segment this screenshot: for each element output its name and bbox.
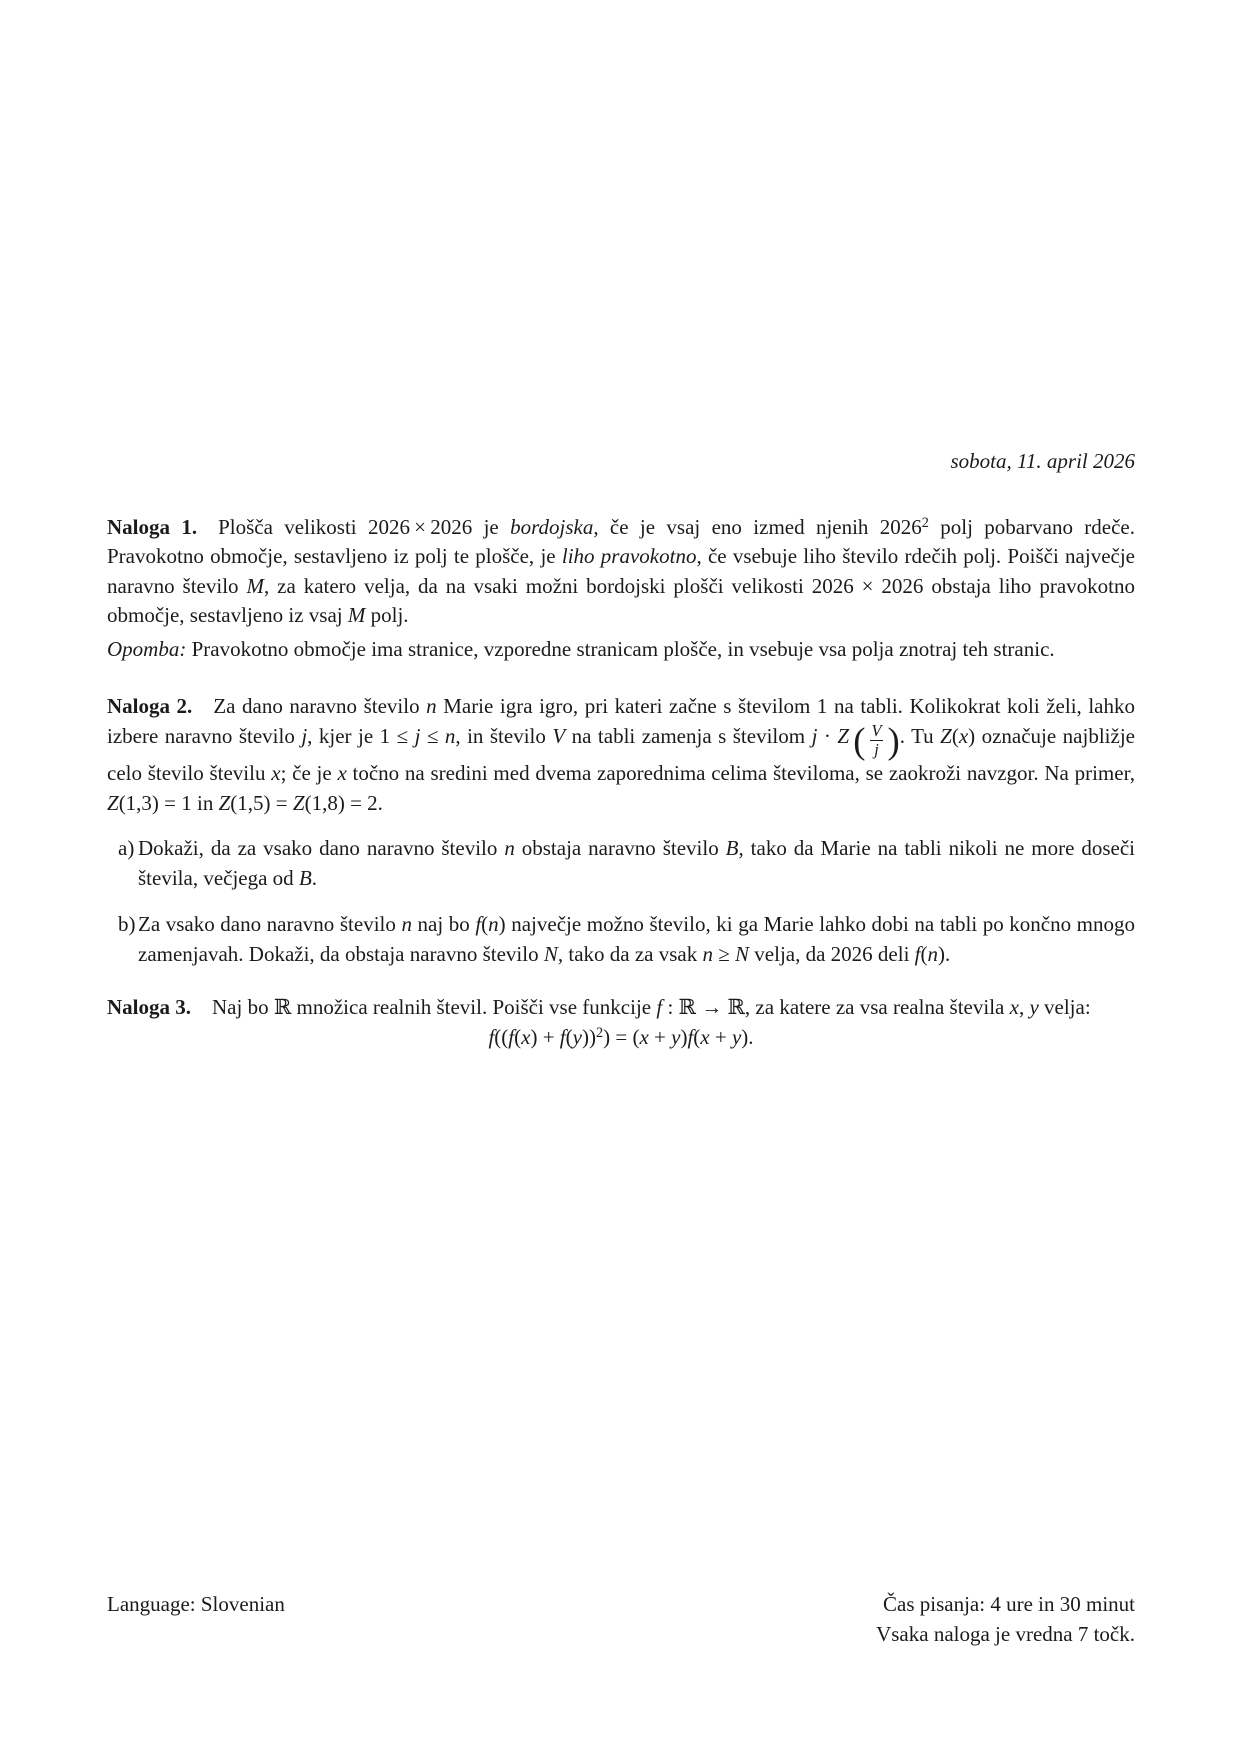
text-segment: , tako da za vsak <box>557 941 703 966</box>
text-segment: y <box>731 1024 742 1049</box>
text-segment: N <box>735 941 750 966</box>
text-segment: ( <box>951 723 959 748</box>
text-segment: . Tu <box>899 723 941 748</box>
text-segment: n <box>504 836 515 861</box>
text-segment: ≥ <box>713 941 736 966</box>
text-segment: f <box>687 1024 694 1049</box>
text-segment: + <box>709 1024 732 1049</box>
text-segment: velja, da 2026 deli <box>749 941 915 966</box>
problem-2-items <box>107 834 1135 969</box>
text-segment: ; če je <box>280 761 338 786</box>
text-segment: ) <box>680 1024 688 1049</box>
text-segment: B <box>725 836 739 861</box>
text-segment: Z <box>837 723 850 748</box>
text-segment: x <box>337 761 347 786</box>
text-segment: ( <box>920 941 928 966</box>
text-segment: Dokaži, da za vsako dano naravno število <box>138 836 505 861</box>
text-segment: ). <box>741 1024 754 1049</box>
text-segment: j <box>301 723 308 748</box>
problem-2-paragraph <box>107 692 1135 818</box>
display-formula <box>107 1023 1135 1053</box>
problem-1-note <box>107 635 1135 665</box>
footer-right <box>876 1590 1135 1649</box>
text-segment: . <box>311 865 318 890</box>
text-segment: , kjer je 1 ≤ <box>307 723 415 748</box>
text-segment: n <box>444 723 456 748</box>
text-segment: Za vsako dano naravno število <box>138 912 402 937</box>
text-segment: ) označuje najbližje celo število številu <box>107 723 1135 786</box>
points-note: Vsaka naloga je vredna 7 točk. <box>876 1621 1135 1646</box>
date-line: sobota, 11. april 2026 <box>950 449 1135 473</box>
text-segment: bordojska <box>510 514 594 539</box>
text-segment: Naj bo ℝ množica realnih števil. Poišči vse funkcije <box>191 995 657 1020</box>
language-note: Language: Slovenian <box>107 1592 285 1616</box>
text-segment: n <box>401 912 412 937</box>
text-segment: Naloga 3. <box>107 995 191 1020</box>
text-segment: polj. <box>365 603 409 627</box>
text-segment: velja: <box>1038 995 1091 1020</box>
problem-3-paragraph <box>107 993 1135 1023</box>
text-segment: N <box>543 941 558 966</box>
text-segment: Naloga 1. <box>107 514 198 539</box>
text-segment: j <box>414 723 421 748</box>
text-segment: ( <box>565 1024 573 1049</box>
text-segment: Z <box>292 790 305 815</box>
text-segment: n <box>426 694 437 718</box>
text-segment: Za dano naravno število <box>192 694 427 718</box>
text-segment: obstaja naravno število <box>514 836 726 861</box>
text-segment: ( <box>693 1024 701 1049</box>
text-segment: ≤ <box>420 723 445 748</box>
text-segment: polj pobarvano rdeče. Pravokotno območje, sestavljeno iz polj te plošče, je <box>107 514 1136 568</box>
text-segment: (( <box>494 1024 509 1049</box>
content-column <box>107 0 1135 1052</box>
text-segment: , če je vsaj eno izmed njenih 2026 <box>593 514 922 539</box>
text-segment: y <box>572 1024 582 1049</box>
item-label: b) <box>118 912 136 937</box>
text-segment: , tako da Marie na tabli nikoli ne more doseči števila, večjega od <box>138 836 1135 890</box>
text-segment: Z <box>218 790 231 815</box>
text-segment: f <box>914 941 921 966</box>
item-text <box>138 836 1135 890</box>
text-segment: x <box>639 1024 649 1049</box>
text-segment: x <box>700 1024 710 1049</box>
text-segment: ) = ( <box>603 1024 640 1049</box>
problem-2-item-b <box>107 910 1135 969</box>
text-segment: Pravokotno območje ima stranice, vzporedne stranicam plošče, in vsebuje vsa polja znotraj teh stranic. <box>186 636 1055 661</box>
text-segment: , in število <box>455 723 553 748</box>
text-segment: (1,5) = <box>230 790 293 815</box>
problem-2-item-a <box>107 834 1135 893</box>
footer <box>107 1590 1135 1649</box>
text-segment: M <box>347 603 366 627</box>
text-segment: naj bo <box>411 912 476 937</box>
item-text <box>138 912 1135 966</box>
text-segment: n <box>927 941 939 966</box>
text-segment: j <box>811 723 818 748</box>
text-segment: na tabli zamenja s številom <box>565 723 812 748</box>
text-segment: ) največje možno število, ki ga Marie lahko dobi na tabli po končno mnogo zamenjavah. Dokaži, da obstaja naravno število <box>138 912 1136 966</box>
inline-fraction: ( $\frac{V}{j}$ ) <box>853 720 900 761</box>
text-segment: V <box>552 723 566 748</box>
text-segment: ) + <box>530 1024 560 1049</box>
text-segment: + <box>648 1024 672 1049</box>
text-segment: , za katero velja, da na vsaki možni bordojski plošči velikosti 2026 × 2026 obstaja liho pravokotno območje, sestavljeno iz vsaj <box>107 573 1135 627</box>
text-segment: ( <box>514 1024 522 1049</box>
text-segment: f <box>559 1024 566 1049</box>
text-segment: f <box>656 995 663 1020</box>
text-segment: B <box>298 865 312 890</box>
text-segment: f <box>475 912 482 937</box>
text-segment: x <box>521 1024 531 1049</box>
text-segment: točno na sredini med dvema zaporednima celima številoma, se zaokroži navzgor. Na primer, <box>346 761 1135 786</box>
text-segment: Z <box>107 790 119 815</box>
text-segment: ( <box>481 912 489 937</box>
text-segment: liho pravokotno <box>561 544 697 568</box>
text-segment: 2 <box>595 1024 604 1041</box>
text-segment: , <box>1018 995 1030 1020</box>
text-segment: y <box>1029 995 1039 1020</box>
text-segment: , če vsebuje liho število rdečih polj. Poišči največje naravno število <box>107 544 1135 598</box>
writing-time-note: Čas pisanja: 4 ure in 30 minut <box>883 1592 1135 1616</box>
text-segment: (1,3) = 1 in <box>118 790 219 815</box>
text-segment: 2 <box>921 514 929 531</box>
text-segment: Plošča velikosti 2026 × 2026 je <box>197 514 511 539</box>
text-segment: (1,8) = 2. <box>304 790 383 815</box>
text-segment: M <box>246 573 264 598</box>
text-segment: ). <box>938 941 951 966</box>
text-segment: Opomba: <box>107 636 187 661</box>
text-segment: · <box>817 723 838 748</box>
text-segment: f <box>488 1024 495 1049</box>
text-segment: n <box>702 941 713 966</box>
text-segment: f <box>508 1024 515 1049</box>
text-segment: x <box>271 761 281 786</box>
text-segment: x <box>958 723 969 748</box>
text-segment: y <box>671 1024 681 1049</box>
text-segment: : ℝ → ℝ, za katere za vsa realna števila <box>662 995 1010 1020</box>
text-segment: Z <box>940 723 952 748</box>
item-label: a) <box>118 836 135 861</box>
text-segment: Marie igra igro, pri kateri začne s številom 1 na tabli. Kolikokrat koli želi, lahko izbere naravno število <box>107 694 1135 748</box>
text-segment: )) <box>581 1024 596 1049</box>
problem-1-paragraph <box>107 513 1135 631</box>
text-segment: x <box>1009 995 1019 1020</box>
text-segment: n <box>488 912 499 937</box>
text-segment: Naloga 2. <box>107 694 193 718</box>
